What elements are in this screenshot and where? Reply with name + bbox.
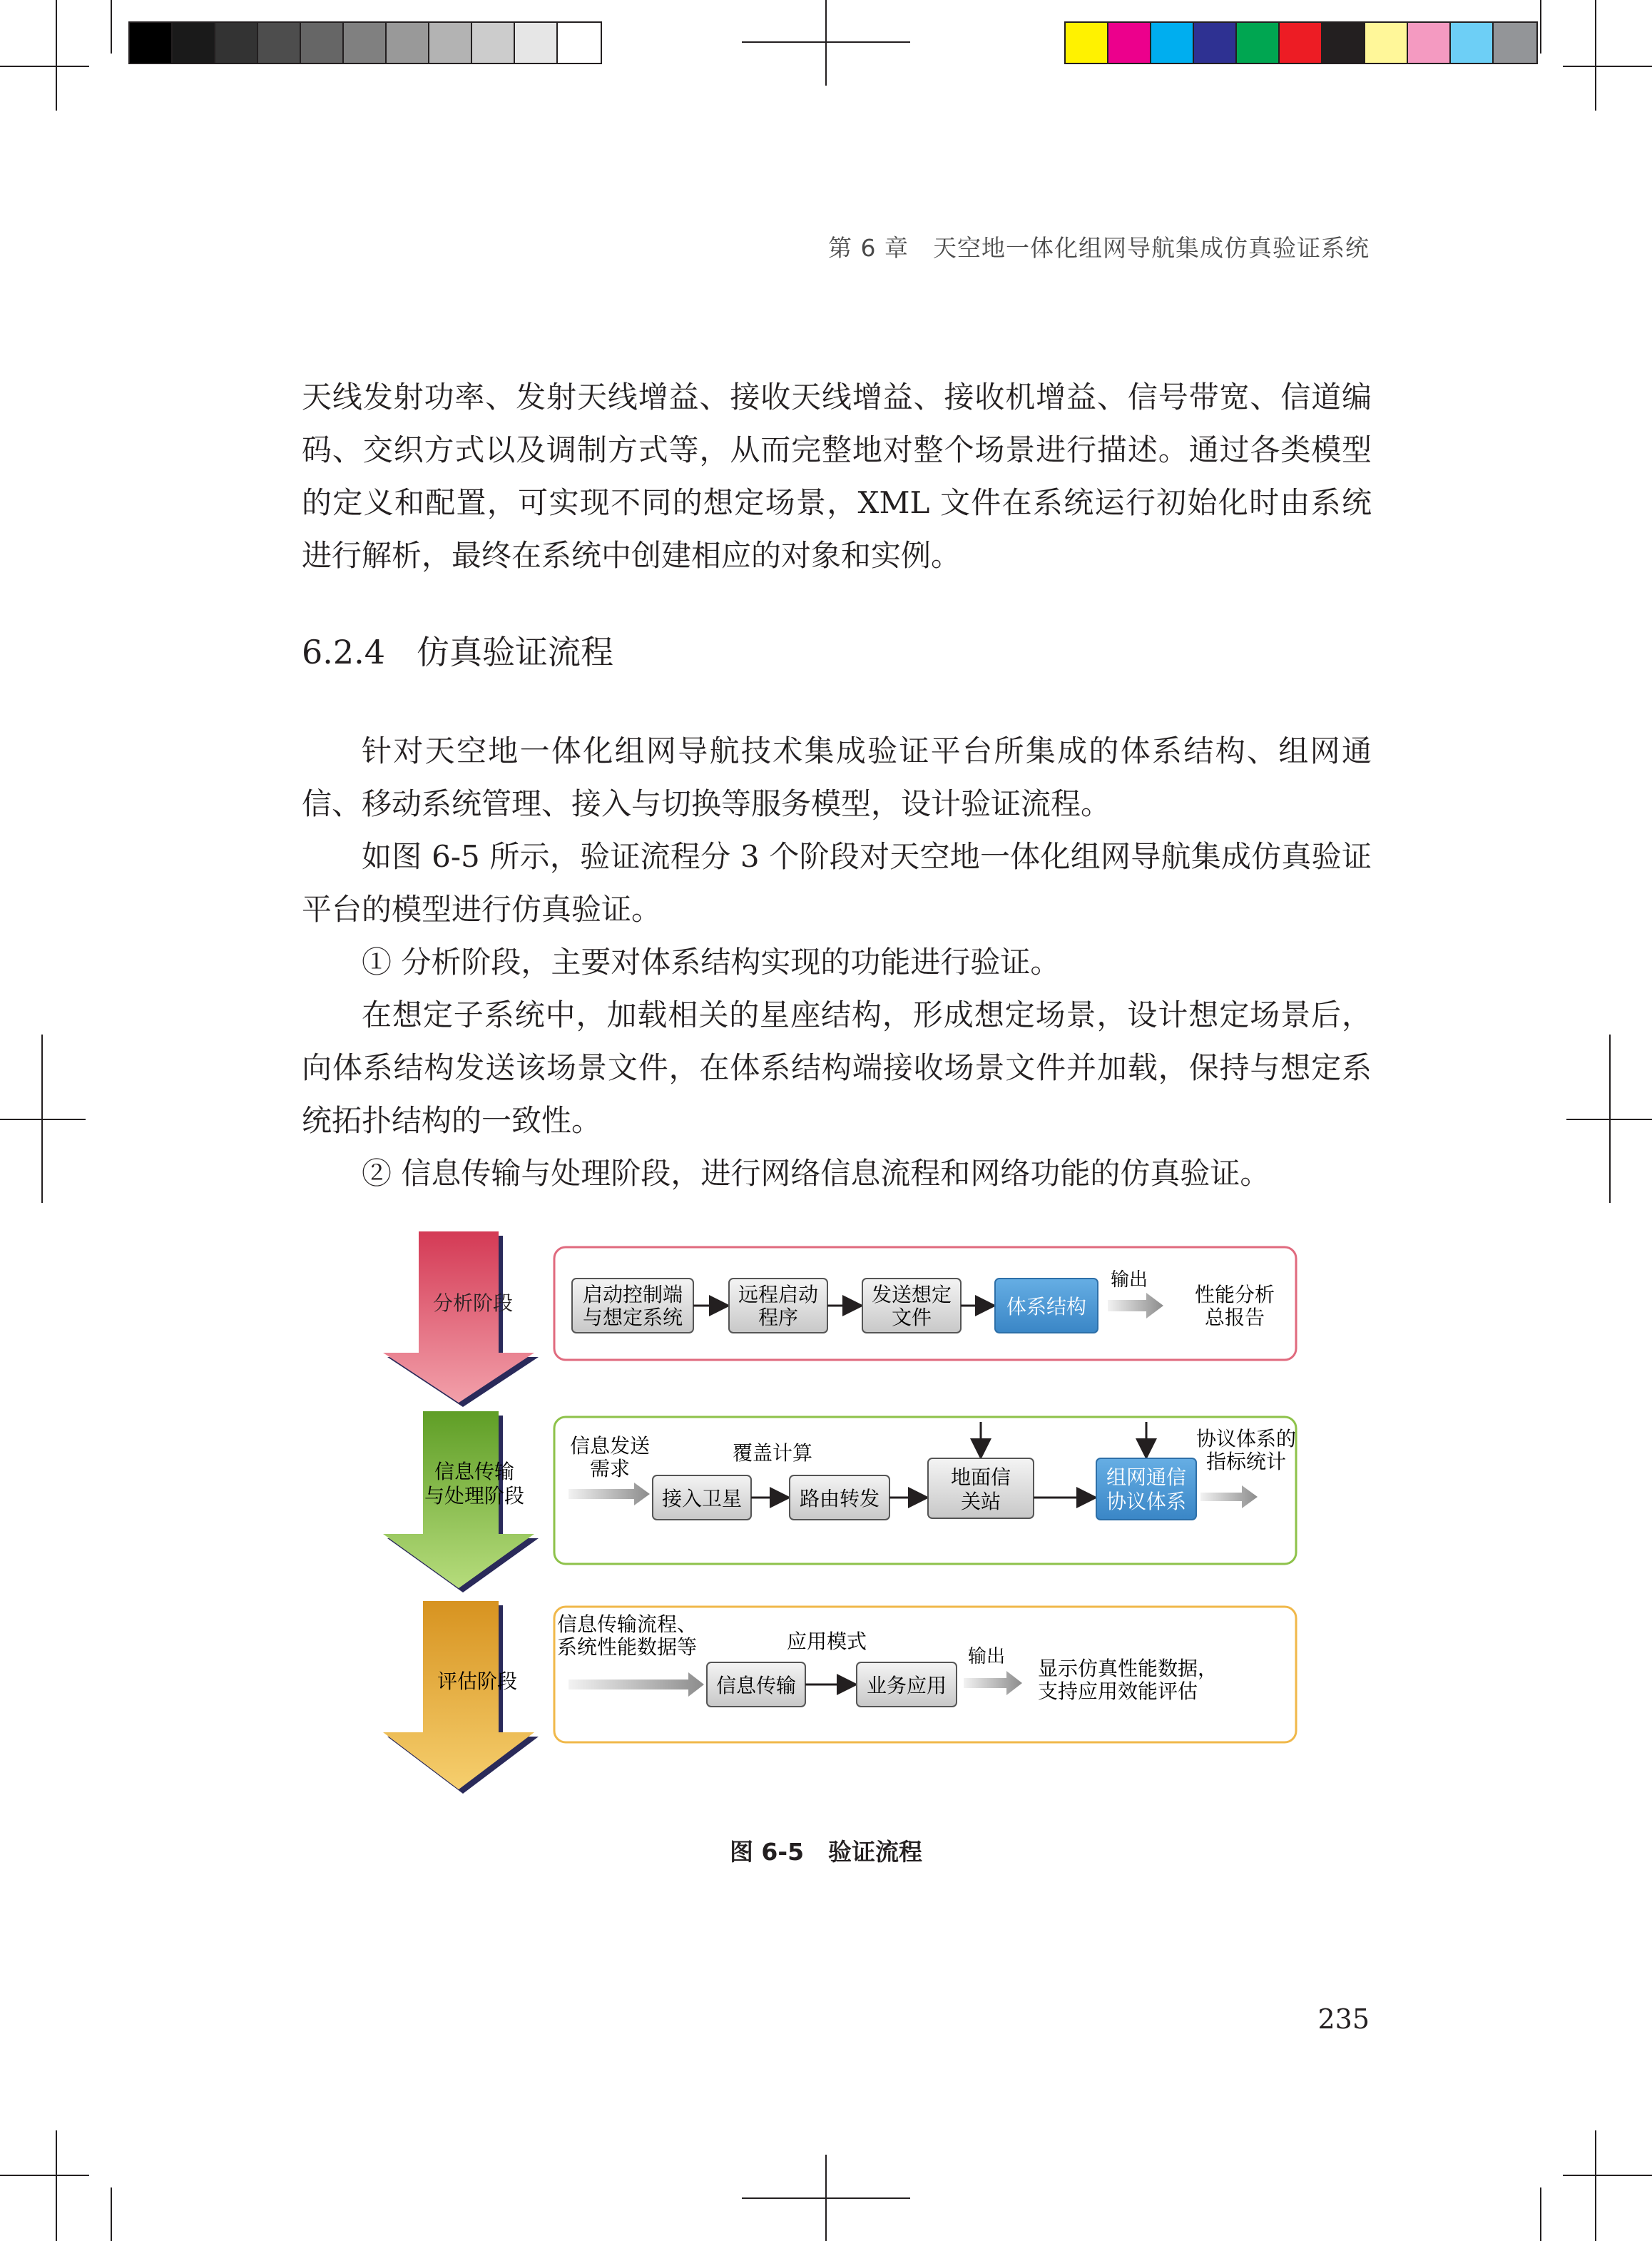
box-routing-label: 路由转发 — [799, 1487, 880, 1510]
result-display-line1: 显示仿真性能数据， — [1038, 1657, 1218, 1680]
box-send-scenario-line1: 发送想定 — [871, 1283, 952, 1306]
process-color-bar — [1064, 21, 1538, 64]
box-info-transmission-label: 信息传输 — [715, 1674, 797, 1697]
color-swatch — [1151, 23, 1194, 63]
gray-swatch — [258, 23, 301, 63]
color-swatch — [1066, 23, 1108, 63]
box-protocol-system-line2: 协议体系 — [1106, 1490, 1187, 1513]
output-arrow-2 — [1200, 1485, 1258, 1508]
box-business-app-label: 业务应用 — [866, 1674, 947, 1697]
gray-swatch — [344, 23, 387, 63]
stage-analysis — [383, 1231, 1296, 1407]
gray-swatch — [472, 23, 515, 63]
color-swatch — [1451, 23, 1494, 63]
section-number: 6.2.4 — [302, 633, 386, 671]
output-arrow-1 — [1108, 1293, 1163, 1318]
box-architecture-label: 体系结构 — [1006, 1295, 1087, 1318]
paragraph-2: 针对天空地一体化组网导航技术集成验证平台所集成的体系结构、组网通信、移动系统管理、接入与切换等服务模型，设计验证流程。 — [302, 733, 1372, 821]
stage-evaluation — [383, 1601, 1296, 1794]
figure-6-5 — [366, 1226, 1302, 1811]
result-protocol-stats-line2: 指标统计 — [1205, 1450, 1287, 1473]
color-swatch — [1108, 23, 1151, 63]
stage-transmission — [383, 1411, 1296, 1592]
output-label-3: 输出 — [967, 1646, 1006, 1667]
box-start-control-line2: 与想定系统 — [582, 1306, 683, 1329]
box-ground-gateway-line1: 地面信 — [950, 1465, 1011, 1489]
stage-transmission-label-line1: 信息传输 — [434, 1460, 515, 1483]
box-protocol-system-line1: 组网通信 — [1106, 1465, 1187, 1489]
color-swatch — [1322, 23, 1365, 63]
grayscale-color-bar — [128, 21, 602, 64]
stage-analysis-label: 分析阶段 — [432, 1291, 514, 1315]
gray-swatch — [301, 23, 344, 63]
paragraph-4: ① 分析阶段，主要对体系结构实现的功能进行验证。 — [362, 945, 1061, 980]
input-arrow-2 — [568, 1483, 650, 1505]
stage-evaluation-label: 评估阶段 — [437, 1670, 518, 1693]
page-number: 235 — [1317, 2003, 1370, 2035]
gray-swatch — [215, 23, 258, 63]
result-protocol-stats-line1: 协议体系的 — [1195, 1427, 1297, 1450]
box-send-scenario-line2: 文件 — [891, 1306, 932, 1329]
figure-caption — [0, 1834, 1652, 1867]
gray-swatch — [429, 23, 472, 63]
box-ground-gateway-line2: 关站 — [960, 1490, 1001, 1513]
section-title: 仿真验证流程 — [417, 633, 614, 671]
paragraph-5: 在想定子系统中，加载相关的星座结构，形成想定场景，设计想定场景后，向体系结构发送该场景文件，在体系结构端接收场景文件并加载，保持与想定系统拓扑结构的一致性。 — [302, 997, 1372, 1138]
gray-swatch — [130, 23, 173, 63]
color-swatch — [1237, 23, 1280, 63]
color-swatch — [1280, 23, 1322, 63]
figure-caption-title: 验证流程 — [828, 1838, 923, 1866]
gray-swatch — [173, 23, 215, 63]
color-swatch — [1194, 23, 1237, 63]
stage-transmission-label-line2: 与处理阶段 — [424, 1484, 525, 1508]
gray-swatch — [515, 23, 558, 63]
paragraph-1: 天线发射功率、发射天线增益、接收天线增益、接收机增益、信号带宽、信道编码、交织方式以及调制方式等，从而完整地对整个场景进行描述。通过各类模型的定义和配置，可实现不同的想定场景，XML 文件在系统运行初始化时由系统进行解析，最终在系统中创建相应的对象和实例。 — [302, 380, 1372, 573]
stage-evaluation-arrow — [383, 1601, 534, 1789]
color-swatch — [1365, 23, 1408, 63]
input-arrow-3 — [568, 1672, 704, 1697]
output-arrow-3 — [964, 1671, 1022, 1695]
box-access-satellite-label: 接入卫星 — [661, 1487, 743, 1510]
input-transmission-data-line2: 系统性能数据等 — [557, 1635, 698, 1659]
box-start-control-line1: 启动控制端 — [582, 1283, 683, 1306]
running-head: 第 6 章 天空地一体化组网导航集成仿真验证系统 — [828, 234, 1370, 262]
section-heading — [302, 626, 613, 674]
paragraph-3: 如图 6-5 所示，验证流程分 3 个阶段对天空地一体化组网导航集成仿真验证平台的模型进行仿真验证。 — [302, 839, 1372, 927]
box-remote-start-line2: 程序 — [758, 1306, 799, 1329]
paragraph-6: ② 信息传输与处理阶段，进行网络信息流程和网络功能的仿真验证。 — [362, 1156, 1270, 1191]
color-swatch — [1494, 23, 1536, 63]
figure-caption-number: 图 6-5 — [729, 1838, 805, 1866]
result-display-line2: 支持应用效能评估 — [1038, 1680, 1198, 1703]
gray-swatch — [387, 23, 429, 63]
gray-swatch — [558, 23, 601, 63]
input-transmission-data-line1: 信息传输流程、 — [557, 1612, 698, 1636]
color-swatch — [1408, 23, 1451, 63]
coverage-calc-label: 覆盖计算 — [732, 1441, 813, 1465]
input-send-request-line2: 需求 — [589, 1457, 631, 1480]
verification-flow-diagram — [366, 1226, 1302, 1811]
result-report-line2: 总报告 — [1204, 1306, 1265, 1329]
box-remote-start-line1: 远程启动 — [738, 1283, 819, 1306]
app-mode-label: 应用模式 — [786, 1630, 867, 1653]
output-label-1: 输出 — [1110, 1269, 1148, 1291]
result-report-line1: 性能分析 — [1194, 1283, 1275, 1306]
input-send-request-line1: 信息发送 — [569, 1434, 651, 1458]
